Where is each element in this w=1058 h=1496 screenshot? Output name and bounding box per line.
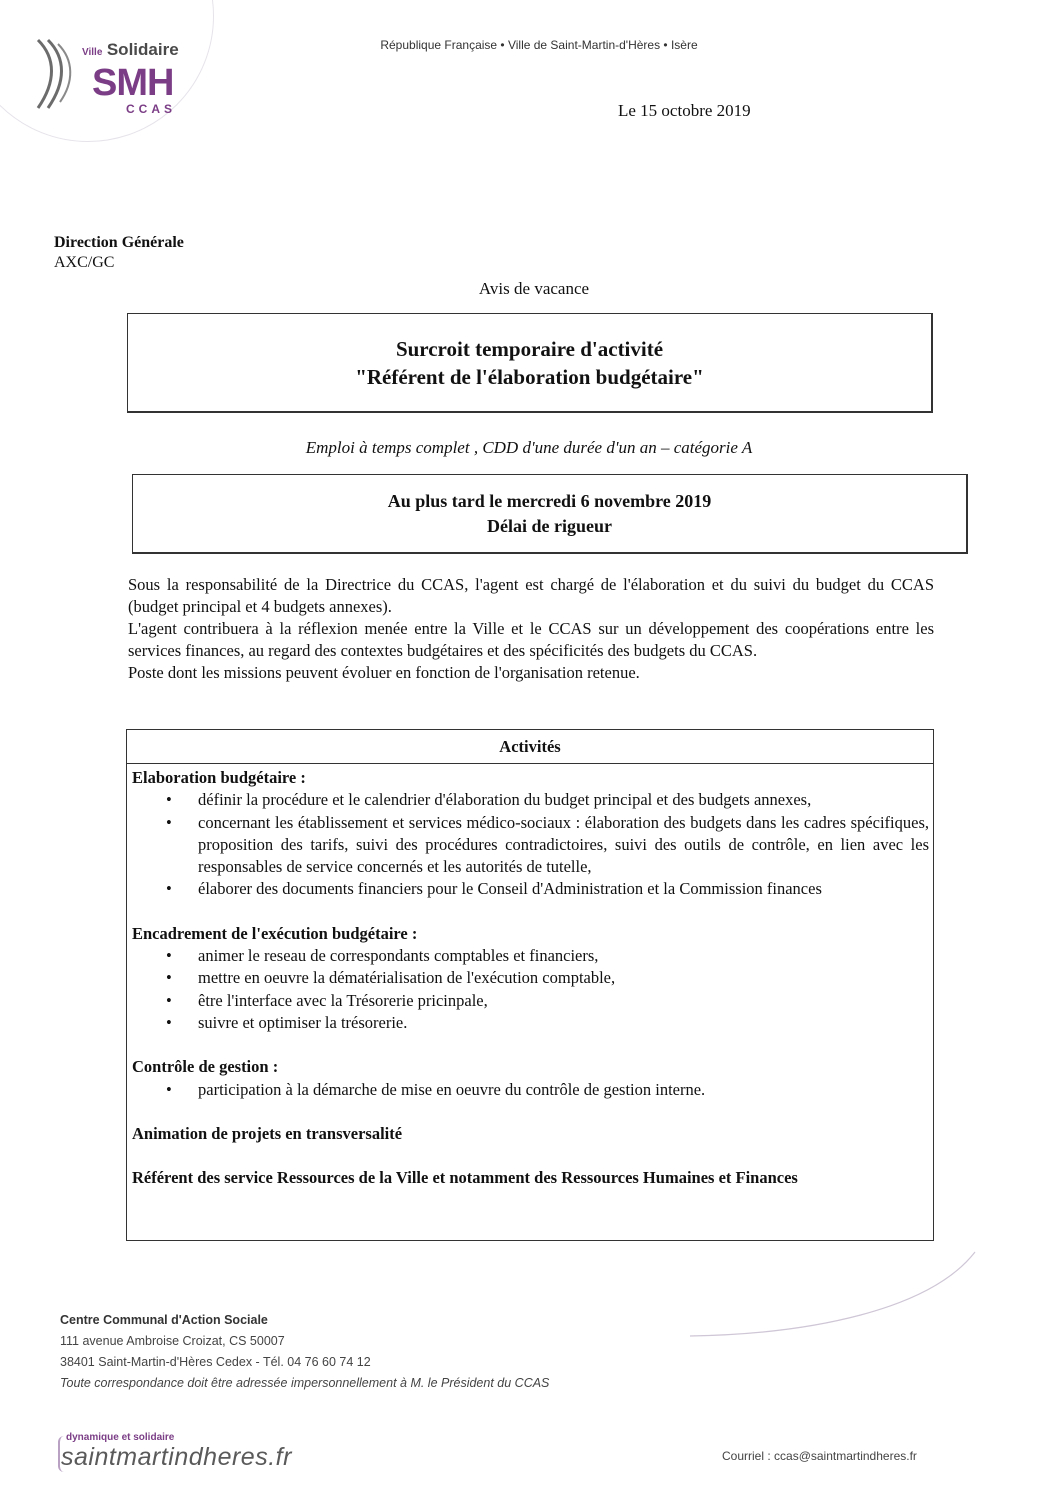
list-item: • définir la procédure et le calendrier d'élaboration du budget principal et des budgets annexes,	[132, 789, 929, 811]
decorative-curve	[690, 1250, 990, 1340]
footer-org: Centre Communal d'Action Sociale	[60, 1313, 268, 1327]
logo-ccas: CCAS	[126, 102, 177, 116]
job-title-line1: Surcroit temporaire d'activité	[395, 336, 664, 361]
section-title: Elaboration budgétaire :	[132, 768, 306, 787]
logo-smh: SMH	[92, 62, 174, 104]
direction-block	[54, 233, 184, 273]
employment-type: Emploi à temps complet , CDD d'une durée d'un an – catégorie A	[305, 438, 753, 457]
footer-tagline: dynamique et solidaire	[66, 1432, 175, 1443]
deadline-note: Délai de rigueur	[487, 515, 612, 536]
intro-paragraph: Poste dont les missions peuvent évoluer en fonction de l'organisation retenue.	[128, 663, 640, 682]
list-item: • participation à la démarche de mise en oeuvre du contrôle de gestion interne.	[132, 1079, 929, 1101]
list-item: • être l'interface avec la Trésorerie pricinpale,	[132, 990, 929, 1012]
ccas-logo	[22, 0, 192, 150]
section-title: Encadrement de l'exécution budgétaire :	[132, 923, 418, 943]
footer-email: Courriel : ccas@saintmartindheres.fr	[722, 1449, 917, 1463]
footer-addr1: 111 avenue Ambroise Croizat, CS 50007	[60, 1334, 285, 1348]
direction-ref: AXC/GC	[54, 254, 115, 271]
intro-paragraph: Sous la responsabilité de la Directrice du CCAS, l'agent est chargé de l'élaboration et du suivi du budget du CCAS (budget principal et 4 budgets annexes).	[128, 575, 934, 616]
section-title: Animation de projets en transversalité	[132, 1123, 403, 1143]
deadline-box	[132, 474, 968, 554]
section-list	[132, 1079, 929, 1101]
section-list	[132, 789, 929, 900]
footer-note: Toute correspondance doit être adressée impersonnellement à M. le Président du CCAS	[60, 1376, 550, 1390]
bracket-icon	[58, 1436, 66, 1472]
list-item: • suivre et optimiser la trésorerie.	[132, 1012, 929, 1034]
list-item: • animer le reseau de correspondants comptables et financiers,	[132, 945, 929, 967]
footer-address	[60, 1310, 549, 1394]
header-republique: République Française • Ville de Saint-Martin-d'Hères • Isère	[380, 38, 698, 52]
intro-text	[128, 574, 934, 684]
activities-table	[126, 729, 934, 1241]
letter-date: Le 15 octobre 2019	[618, 101, 751, 120]
activities-body	[127, 764, 933, 1189]
avis-title: Avis de vacance	[478, 279, 590, 298]
direction-title: Direction Générale	[54, 234, 184, 251]
job-title-box	[127, 313, 933, 413]
section-list	[132, 945, 929, 1034]
job-title-line2: "Référent de l'élaboration budgétaire"	[355, 364, 704, 389]
list-item: • élaborer des documents financiers pour le Conseil d'Administration et la Commission finances	[132, 878, 929, 900]
footer-addr2: 38401 Saint-Martin-d'Hères Cedex - Tél. 04 76 60 74 12	[60, 1355, 371, 1369]
logo-ville-solidaire: Ville Solidaire	[82, 40, 179, 59]
deadline-date: Au plus tard le mercredi 6 novembre 2019	[387, 490, 712, 511]
footer-site: saintmartindheres.fr	[61, 1443, 292, 1471]
section-title: Référent des service Ressources de la Ville et notamment des Ressources Humaines et Finances	[132, 1168, 798, 1188]
section-title: Contrôle de gestion :	[132, 1057, 279, 1077]
footer-brand	[58, 1432, 292, 1472]
intro-paragraph: L'agent contribuera à la réflexion menée entre la Ville et le CCAS sur un développement des coopérations entre les services finances, au regard des contextes budgétaires et des spécificités des budgets du CCAS.	[128, 619, 934, 660]
list-item: • concernant les établissement et services médico-sociaux : élaboration des budgets dans les cadres spécifiques, proposition des tarifs, suivi des procédures contradictoires, suivi des outils de contrôle, en lien avec les responsables de service concernés et les autorités de tutelle,	[132, 812, 929, 879]
activities-header: Activités	[127, 730, 933, 764]
list-item: • mettre en oeuvre la dématérialisation de l'exécution comptable,	[132, 967, 929, 989]
